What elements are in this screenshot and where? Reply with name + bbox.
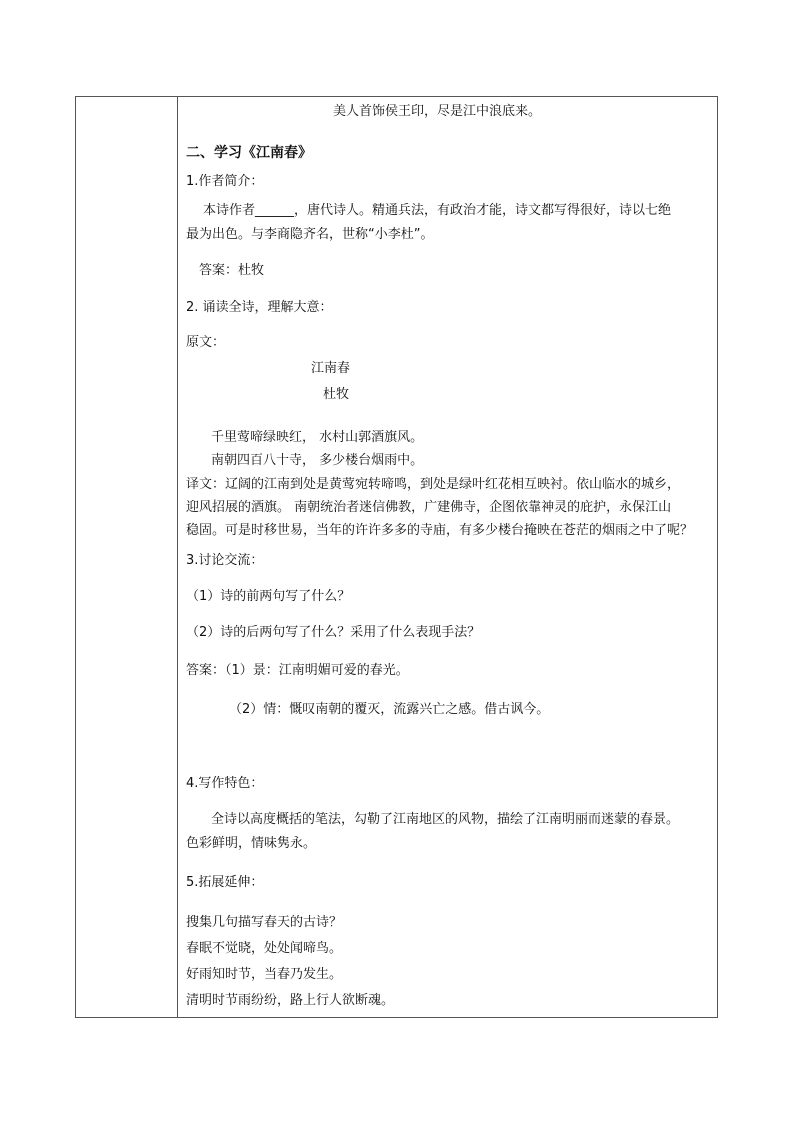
answer-2: （2）情：慨叹南朝的覆灭，流露兴亡之感。借古讽今。 bbox=[229, 702, 550, 717]
author-intro-line-2: 最为出色。与李商隐齐名，世称“小李杜”。 bbox=[186, 227, 434, 242]
translation-line-1: 译文：辽阔的江南到处是黄莺宛转啼鸣，到处是绿叶红花相互映衬。依山临水的城乡， bbox=[186, 477, 681, 492]
original-label: 原文： bbox=[186, 335, 226, 350]
extension-label: 5.拓展延伸： bbox=[186, 875, 264, 890]
poem-title: 江南春 bbox=[311, 361, 351, 376]
answer-1: 答案：（1）景：江南明媚可爱的春光。 bbox=[186, 663, 409, 678]
translation-line-3: 稳固。可是时移世易，当年的许许多多的寺庙，有多少楼台掩映在苍茫的烟雨之中了呢？ bbox=[186, 523, 694, 538]
author-intro-label: 1.作者简介： bbox=[186, 174, 264, 189]
top-poem-line: 美人首饰侯王印，尽是江中浪底来。 bbox=[333, 104, 542, 119]
poem-line-1: 千里莺啼绿映红， 水村山郭酒旗风。 bbox=[211, 430, 424, 445]
answer-author: 答案：杜牧 bbox=[199, 263, 265, 278]
section2-heading: 二、学习《江南春》 bbox=[186, 145, 312, 161]
poem-author: 杜牧 bbox=[323, 387, 350, 402]
discussion-label: 3.讨论交流： bbox=[186, 553, 264, 568]
translation-line-2: 迎风招展的酒旗。 南朝统治者迷信佛教，广建佛寺，企图依靠神灵的庇护，永保江山 bbox=[186, 500, 672, 515]
extension-poem-2: 好雨知时节，当春乃发生。 bbox=[186, 967, 343, 982]
extension-poem-1: 春眠不觉晓，处处闻啼鸟。 bbox=[186, 941, 343, 956]
author-intro-line-1: 本诗作者______，唐代诗人。精通兵法，有政治才能，诗文都写得很好，诗以七绝 bbox=[203, 203, 672, 218]
extension-question: 搜集几句描写春天的古诗？ bbox=[186, 915, 343, 930]
poem-line-2: 南朝四百八十寺， 多少楼台烟雨中。 bbox=[211, 453, 424, 468]
extension-poem-3: 清明时节雨纷纷，路上行人欲断魂。 bbox=[186, 993, 395, 1008]
writing-line-2: 色彩鲜明，情味隽永。 bbox=[186, 836, 317, 851]
writing-line-1: 全诗以高度概括的笔法，勾勒了江南地区的风物，描绘了江南明丽而迷蒙的春景。 bbox=[211, 812, 680, 827]
question-2: （2）诗的后两句写了什么？采用了什么表现手法？ bbox=[186, 625, 481, 640]
recite-label: 2. 诵读全诗，理解大意： bbox=[186, 300, 333, 315]
question-1: （1）诗的前两句写了什么？ bbox=[186, 589, 351, 604]
writing-label: 4.写作特色： bbox=[186, 776, 264, 791]
column-divider bbox=[177, 97, 178, 1017]
